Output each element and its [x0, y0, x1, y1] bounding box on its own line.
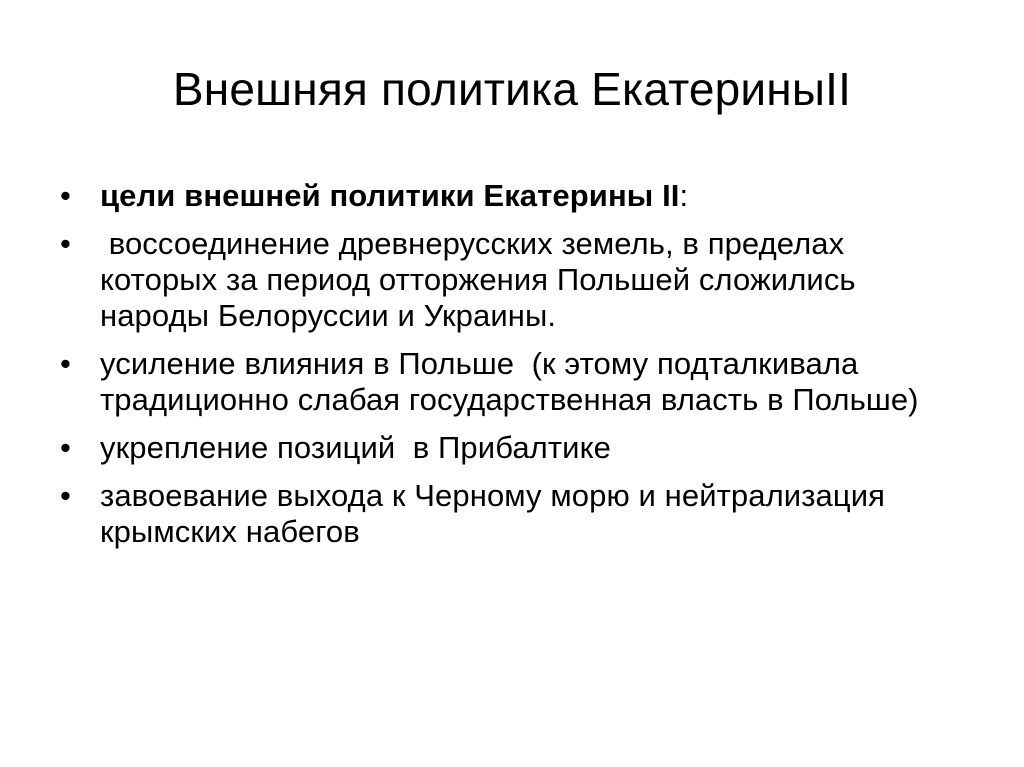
- list-item: [60, 346, 940, 418]
- slide-title: Внешняя политика ЕкатериныII: [172, 63, 852, 115]
- bullet-text: завоевание выхода к Черному морю и нейтрализация крымских набегов: [100, 478, 886, 549]
- bullet-text: усиление влияния в Польше (к этому подталкивала традиционно слабая государственная власть в Польше): [100, 346, 919, 417]
- list-item: [60, 478, 940, 550]
- bullet-icon: •: [60, 430, 71, 465]
- bullet-text: воссоединение древнерусских земель, в пределах которых за период отторжения Польшей сложились народы Белоруссии и Украины.: [100, 226, 865, 333]
- list-item: [60, 226, 940, 334]
- list-item: [60, 178, 940, 214]
- bullet-text: укрепление позиций в Прибалтике: [100, 430, 611, 465]
- list-item: [60, 430, 940, 466]
- bullet-icon: •: [60, 478, 71, 513]
- bullet-text: [100, 178, 940, 214]
- bullet-plain-text: :: [679, 178, 689, 213]
- bullet-icon: •: [60, 346, 71, 381]
- bullet-icon: •: [60, 226, 71, 261]
- bullet-icon: •: [60, 178, 71, 213]
- bullet-list: [60, 178, 940, 562]
- bullet-bold-text: цели внешней политики Екатерины II: [100, 178, 680, 213]
